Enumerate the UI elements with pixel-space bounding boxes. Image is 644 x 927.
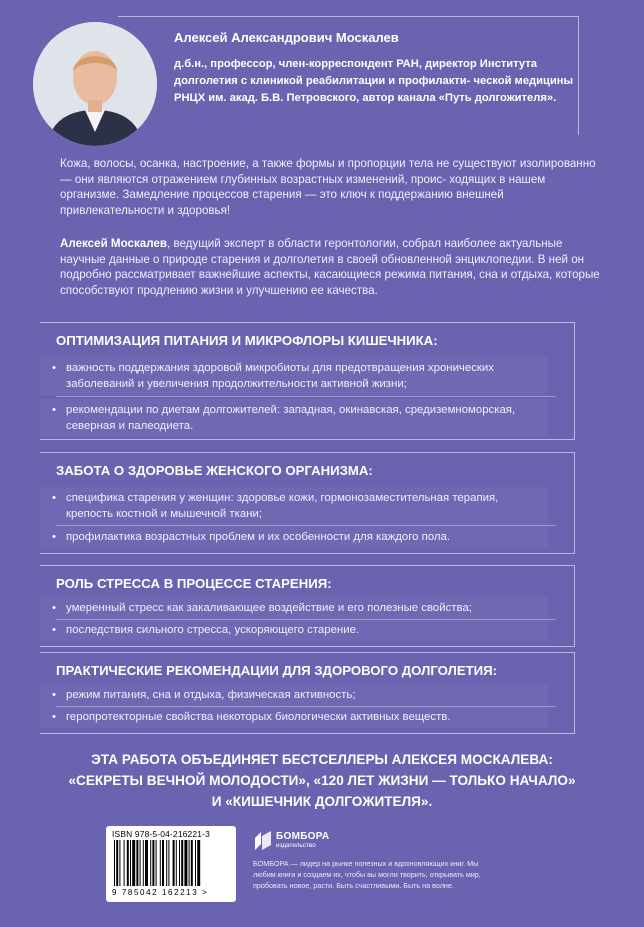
author-name: Алексей Александрович Москалев [174,30,399,45]
section-title: ПРАКТИЧЕСКИЕ РЕКОМЕНДАЦИИ ДЛЯ ЗДОРОВОГО ДОЛГОЛЕТИЯ: [56,663,498,678]
author-portrait-icon [33,22,157,146]
list-item: • профилактика возрастных проблем и их особенности для каждого пола. [40,526,548,548]
list-item: • последствия сильного стресса, ускоряющего старение. [40,619,548,641]
section-nutrition [40,322,575,440]
summary-line-3: И «КИШЕЧНИК ДОЛГОЖИТЕЛЯ». [211,794,433,809]
list-item: • важность поддержания здоровой микробиоты для предотвращения хронических заболеваний и увеличения продолжительности активной жизни; [40,357,548,395]
about-author-name: Алексей Москалев [60,237,167,250]
about-text: , ведущий эксперт в области геронтологии, собрал наиболее актуальные научные данные о природе старения и долголетия в своей обновленной энциклопедии. В ней он подробно рассматривает важнейшие аспекты, касающиеся режима питания, сна и отдыха, которые способствуют продлению жизни и улучшению ее качества. [60,237,600,297]
list-item: • рекомендации по диетам долгожителей: западная, окинавская, средиземноморская, северная и палеодиета. [40,399,548,437]
summary-line-1: ЭТА РАБОТА ОБЪЕДИНЯЕТ БЕСТСЕЛЛЕРЫ АЛЕКСЕЯ МОСКАЛЕВА: [91,752,553,767]
author-photo [33,22,157,146]
barcode-icon [112,840,230,886]
author-description: д.б.н., профессор, член-корреспондент РАН, директор Института долголетия с клиникой реабилитации и профилакти- ческой медицины РНЦХ им. акад. Б.В. Петровского, автор канала «Путь долгожителя». [174,58,574,104]
publisher-description: БОМБОРА — лидер на рынке полезных и вдохновляющих книг. Мы любим книги и создаем их, чтобы вы могли творить, открывать мир, пробовать новое, расти. Быть счастливыми. Быть на волне. [253,859,481,890]
section-womens-health [40,452,575,554]
list-item: • геропротекторные свойства некоторых биологически активных веществ. [40,706,548,728]
summary-block [40,749,604,812]
section-stress [40,565,575,647]
section-title: ОПТИМИЗАЦИЯ ПИТАНИЯ И МИКРОФЛОРЫ КИШЕЧНИКА: [56,333,438,348]
isbn-label: ISBN 978-5-04-216221-3 [112,829,210,839]
bombora-logo-icon [253,830,273,852]
summary-line-2: «СЕКРЕТЫ ВЕЧНОЙ МОЛОДОСТИ», «120 ЛЕТ ЖИЗНИ — ТОЛЬКО НАЧАЛО» [68,773,576,788]
about-paragraph [60,236,600,298]
divider [56,396,556,397]
section-title: РОЛЬ СТРЕССА В ПРОЦЕССЕ СТАРЕНИЯ: [56,576,332,591]
intro-paragraph: Кожа, волосы, осанка, настроение, а также формы и пропорции тела не существуют изолированно — они являются отражением глубинных возрастных изменений, проис- ходящих в нашем организме. Замедление процессов старения — это ключ к поддержанию внешней привлекательности и здоровья! [60,157,596,217]
section-title: ЗАБОТА О ЗДОРОВЬЕ ЖЕНСКОГО ОРГАНИЗМА: [56,463,373,478]
publisher-logo-name: БОМБОРА [276,831,330,842]
list-item: • умеренный стресс как закаливающее воздействие и его полезные свойства; [40,597,548,619]
publisher-logo-subtitle: издательство [276,842,316,849]
list-item: • специфика старения у женщин: здоровье кожи, гормонозаместительная терапия, крепость костной и мышечной ткани; [40,487,548,525]
list-item: • режим питания, сна и отдыха, физическая активность; [40,684,548,706]
barcode-digits: 9 785042 162213 > [112,888,209,897]
section-practical [40,652,575,734]
